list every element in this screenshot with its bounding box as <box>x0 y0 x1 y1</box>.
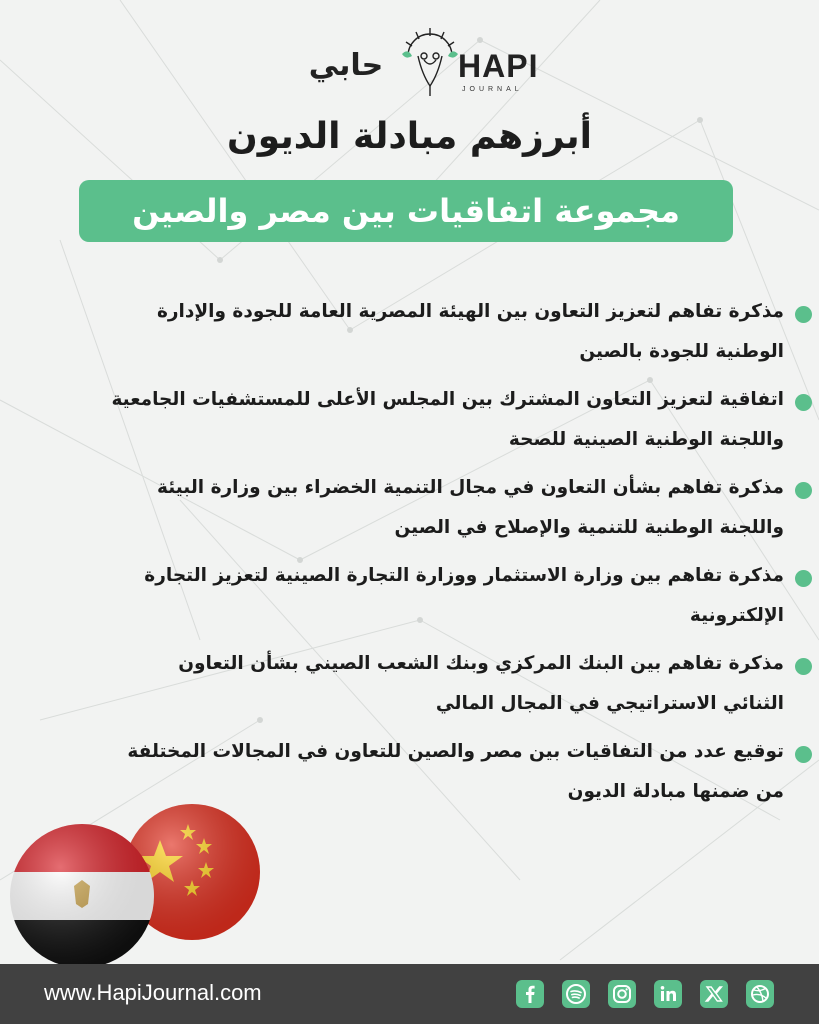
website-link[interactable]: www.HapiJournal.com <box>44 980 262 1005</box>
list-item <box>60 468 812 556</box>
footer-bar <box>0 964 819 1024</box>
list-item-line: واللجنة الوطنية للتنمية والإصلاح في الصين <box>394 517 784 538</box>
agreements-list <box>60 292 812 820</box>
brand-name-english: HAPI <box>458 48 539 84</box>
list-item-line: مذكرة تفاهم بين البنك المركزي وبنك الشعب الصيني بشأن التعاون <box>178 653 784 674</box>
bullet-icon <box>795 394 812 411</box>
brand-name-arabic: حابي <box>308 48 384 83</box>
brand-subtitle: JOURNAL <box>462 86 523 93</box>
brand-logo <box>292 26 539 98</box>
bullet-icon <box>795 658 812 675</box>
list-item <box>60 556 812 644</box>
list-item-line: مذكرة تفاهم بشأن التعاون في مجال التنمية الخضراء بين وزارة البيئة <box>156 477 784 498</box>
list-item-line: الوطنية للجودة بالصين <box>579 341 784 362</box>
bullet-icon <box>795 570 812 587</box>
bullet-icon <box>795 482 812 499</box>
x-icon[interactable] <box>700 980 728 1008</box>
banner-text: مجموعة اتفاقيات بين مصر والصين <box>132 192 680 230</box>
page-title: أبرزهم مبادلة الديون <box>226 116 593 157</box>
dribbble-icon[interactable] <box>746 980 774 1008</box>
list-item-line: واللجنة الوطنية الصينية للصحة <box>508 429 784 450</box>
list-item <box>60 380 812 468</box>
flags-illustration <box>0 800 300 970</box>
list-item-line: الثنائي الاستراتيجي في المجال المالي <box>435 693 784 714</box>
list-item <box>60 644 812 732</box>
list-item-line: من ضمنها مبادلة الديون <box>567 781 784 802</box>
list-item <box>60 292 812 380</box>
instagram-icon[interactable] <box>608 980 636 1008</box>
spotify-icon[interactable] <box>562 980 590 1008</box>
linkedin-icon[interactable] <box>654 980 682 1008</box>
facebook-icon[interactable] <box>516 980 544 1008</box>
list-item-line: اتفاقية لتعزيز التعاون المشترك بين المجلس الأعلى للمستشفيات الجامعية <box>111 389 784 410</box>
list-item-line: مذكرة تفاهم لتعزيز التعاون بين الهيئة المصرية العامة للجودة والإدارة <box>156 301 784 322</box>
list-item-line: توقيع عدد من التفاقيات بين مصر والصين للتعاون في المجالات المختلفة <box>127 741 784 762</box>
bullet-icon <box>795 746 812 763</box>
sun-emblem-icon <box>400 26 460 98</box>
section-banner <box>79 180 733 242</box>
list-item-line: مذكرة تفاهم بين وزارة الاستثمار ووزارة التجارة الصينية لتعزيز التجارة <box>144 565 784 586</box>
list-item-line: الإلكترونية <box>689 605 784 626</box>
bullet-icon <box>795 306 812 323</box>
